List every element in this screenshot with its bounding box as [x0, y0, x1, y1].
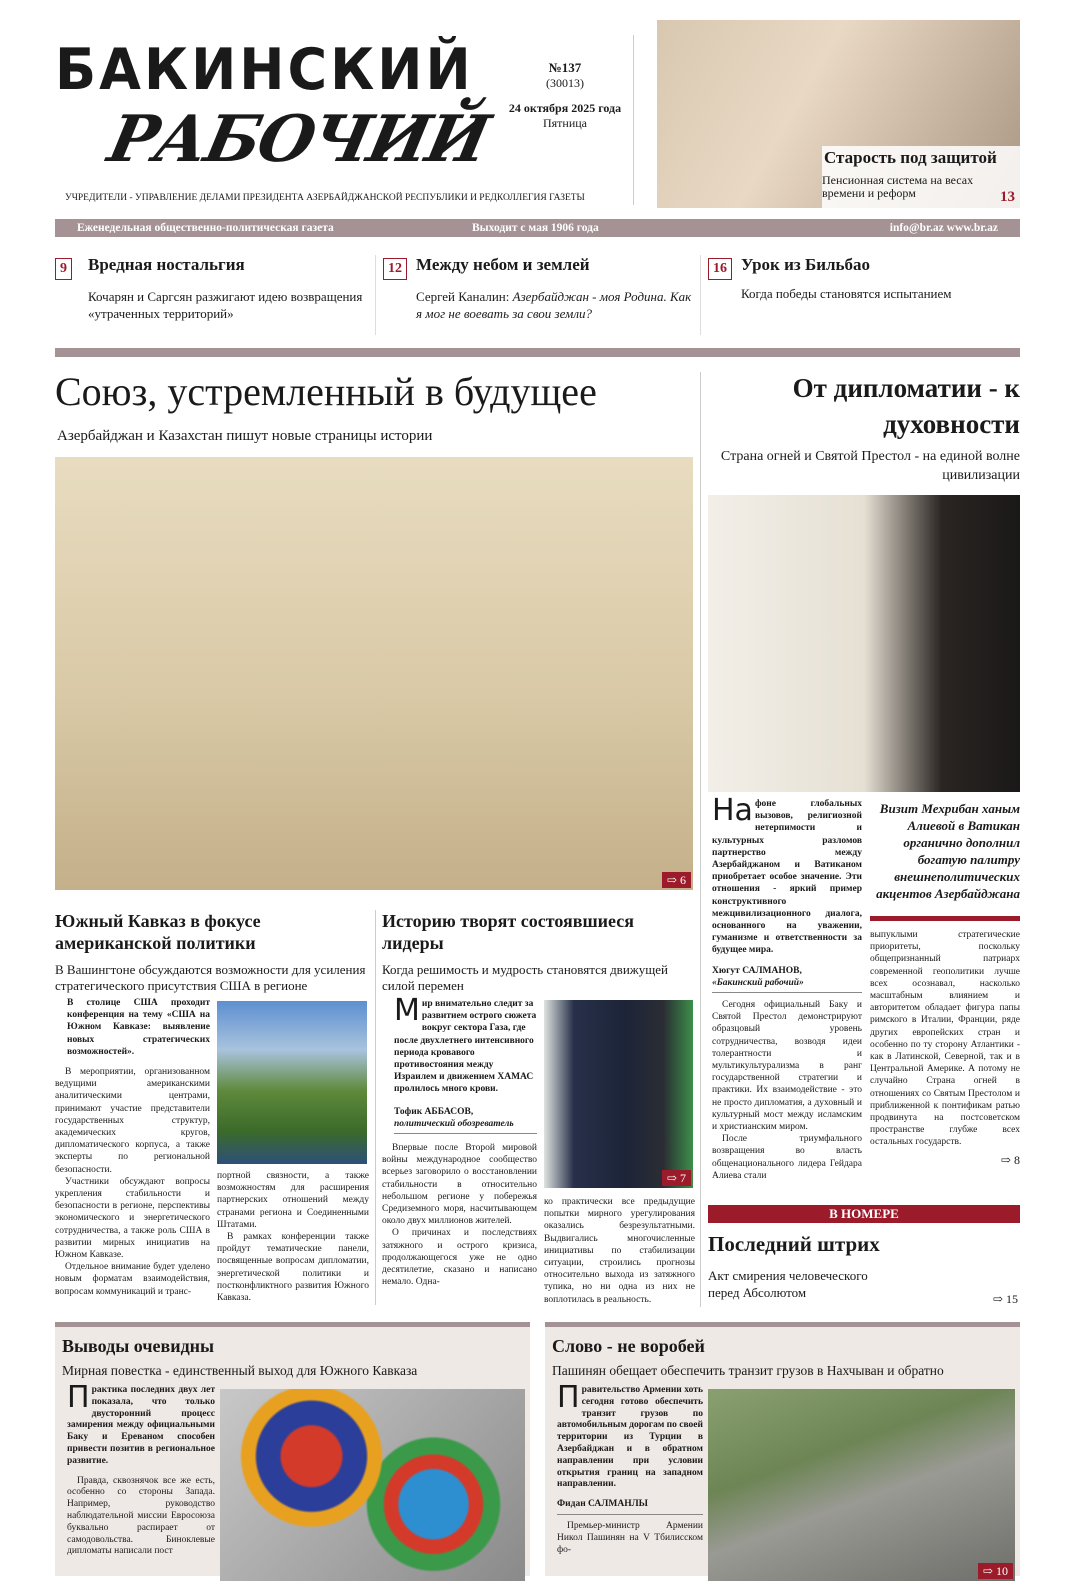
- promo-text: Пенсионная система на весах времени и реформ: [822, 173, 974, 200]
- issue-number: №137: [548, 60, 582, 75]
- article-paragraph: Впервые после Второй мировой войны международное сообщество всерьез заговорило о восстановлении стабильности в относительно небольшом регионе у побережья Средиземного моря, насчитывающем около двух миллионов жителей.: [382, 1143, 537, 1227]
- founders-line: УЧРЕДИТЕЛИ - УПРАВЛЕНИЕ ДЕЛАМИ ПРЕЗИДЕНТА АЗЕРБАЙДЖАНСКОЙ РЕСПУБЛИКИ И РЕДКОЛЛЕГИЯ ГАЗЕТЫ: [65, 193, 585, 203]
- article-paragraph: В рамках конференции также пройдут тематические панели, посвященные вопросам дипломатии, энергетической политики и постконфликтного развития Южного Кавказа.: [217, 1232, 369, 1304]
- article-lead: В Вашингтоне обсуждаются возможности для усиления стратегического присутствия США в регионе: [55, 962, 366, 993]
- teaser-author: Сергей Каналин:: [416, 289, 513, 304]
- teaser-quote: Азербайджан - моя Родина. Как я мог не воевать за свои земли?: [416, 289, 692, 321]
- washington-photo[interactable]: [217, 1001, 367, 1164]
- right-headline[interactable]: От дипломатии - к духовности: [792, 373, 1020, 439]
- issue-total: (30013): [546, 76, 584, 90]
- map-illustration: [220, 1389, 525, 1581]
- drop-cap: П: [67, 1380, 90, 1415]
- trucks-photo[interactable]: [708, 1389, 1015, 1581]
- article-paragraph: Участники обсуждают вопросы укрепления стабильности и безопасности в регионе, перспективы экономического и энергетического сотрудничества, а также роль США в развитии мирных инициатив на Южном Кавказе.: [55, 1176, 210, 1261]
- article-paragraph: Отдельное внимание будет уделено новым форматам взаимодействия, вопросам коммуникаций и транс-: [55, 1262, 210, 1297]
- article-lead: фоне глобальных вызовов, религиозной нетерпимости и культурных разломов партнерство между Азербайджаном и Ватиканом приобретает особое значение. Эти отношения - яркий пример конструктивного межцивилизационного диалога, основанного на уважении, гуманизме и ответственности за будущее мира.: [712, 799, 862, 956]
- author-name: Хюгут САЛМАНОВ,: [712, 965, 802, 976]
- teaser-page: 9: [55, 258, 72, 280]
- leaders-photo[interactable]: [544, 1000, 693, 1188]
- teaser-2[interactable]: [383, 255, 693, 337]
- author-role: политический обозреватель: [394, 1118, 514, 1129]
- divider: [375, 255, 376, 335]
- page-ref[interactable]: ⇨ 15: [992, 1292, 1018, 1306]
- box-title[interactable]: Слово - не воробей: [552, 1336, 705, 1356]
- article-col: [544, 1196, 695, 1306]
- article-paragraph: выпуклыми стратегические приоритеты, поскольку общепризнанный патриарх современной геополитики лучше всех осознавал, насколько масштабным влиянием и авторитетом обладает фигура папы римского в Италии, Франции, ряде других европейских стран и особенно по ту сторону Атлантики - как в Латинской, Северной, так и в Центральной Америке. А потому не случайно Страна огней в отношениях со Святым Престолом и приближенной к понтификам ратью продвинута на постсоветском пространстве глубже всех остальных государств.: [870, 930, 1020, 1148]
- band-left: Еженедельная общественно-политическая газета: [77, 222, 334, 234]
- teaser-page: 12: [383, 258, 407, 280]
- article-col: [217, 1170, 369, 1304]
- teaser-1[interactable]: [55, 255, 370, 337]
- promo-title: Старость под защитой: [824, 148, 997, 167]
- article-intro: В столице США проходит конференция на тему «США на Южном Кавказе: выявление новых стратегических возможностей».: [67, 998, 210, 1057]
- box-lead: равительство Армении хоть сегодня готово обеспечить транзит грузов по автомобильным дорогам по своей территории из Турции в Азербайджан и в обратном направлении при условии открытия границ на западном направлении.: [557, 1385, 703, 1490]
- band-center: Выходит с мая 1906 года: [472, 222, 599, 234]
- logo-line2: РАБОЧИЙ: [102, 102, 495, 177]
- divider: [375, 910, 376, 1305]
- teaser-3[interactable]: [708, 255, 1020, 337]
- drop-cap: На: [712, 793, 753, 828]
- section-rule: [55, 348, 1020, 357]
- band-right[interactable]: info@br.az www.br.az: [889, 222, 998, 234]
- in-issue[interactable]: [708, 1232, 1020, 1306]
- box-lead: рактика последних двух лет показала, что только двусторонний процесс замирения между официальными Баку и Ереваном способен привести позитив в региональное развитие.: [67, 1385, 215, 1466]
- article-lead: Когда решимость и мудрость становятся движущей силой перемен: [382, 962, 668, 993]
- box-author: Фидан САЛМАНЛЫ: [557, 1499, 703, 1515]
- article-paragraph: После триумфального возвращения во власть общенационального лидера Гейдара Алиева стали: [712, 1134, 862, 1181]
- page-ref[interactable]: ⇨ 8: [1000, 1152, 1020, 1167]
- right-article-col1: [712, 793, 862, 1182]
- author-org: «Бакинский рабочий»: [712, 977, 804, 988]
- box-subtitle: Пашинян обещает обеспечить транзит грузов в Нахчыван и обратно: [552, 1363, 944, 1378]
- main-headline[interactable]: Союз, устремленный в будущее: [55, 369, 597, 414]
- box-paragraph: Правда, сквознячок все же есть, особенно со стороны Запада. Например, руководство наблюдательной миссии Евросоюза буквально распирает от самодовольства. Биноклевые дипломаты написали пост: [67, 1475, 215, 1557]
- in-issue-text: Акт смирения человеческого перед Абсолютом: [708, 1268, 868, 1300]
- right-subtitle: Страна огней и Святой Престол - на единой волне цивилизации: [720, 449, 1020, 483]
- box-col: [557, 1380, 703, 1556]
- in-issue-label: В НОМЕРЕ: [708, 1205, 1020, 1223]
- article-paragraph: В мероприятии, организованном ведущими американскими аналитическими центрами, принимают участие представители государственных структур, академических кругов, дипломатического корпуса, а также эксперты по региональной безопасности.: [55, 1067, 210, 1175]
- teaser-text: Кочарян и Саргсян разжигают идею возвращения «утраченных территорий»: [88, 289, 363, 321]
- in-issue-title: Последний штрих: [708, 1232, 880, 1256]
- main-photo[interactable]: [55, 457, 693, 890]
- article-south-caucasus: [55, 910, 370, 994]
- divider: [700, 255, 701, 335]
- issue-info: [500, 60, 630, 131]
- right-article-col2: [870, 800, 1020, 1168]
- promo-page: 13: [1000, 189, 1015, 205]
- divider: [633, 35, 634, 205]
- box-transit: [545, 1322, 1020, 1576]
- teaser-title: Вредная ностальгия: [88, 255, 245, 274]
- drop-cap: М: [394, 993, 420, 1028]
- box-subtitle: Мирная повестка - единственный выход для Южного Кавказа: [62, 1363, 418, 1378]
- article-title[interactable]: Южный Кавказ в фокусе американской политики: [55, 911, 261, 953]
- article-col: [382, 993, 537, 1288]
- page-ref-badge[interactable]: ⇨ 10: [978, 1563, 1013, 1579]
- article-col: [55, 997, 210, 1298]
- issue-date: 24 октября 2025 года: [508, 101, 622, 115]
- teaser-title: Урок из Бильбао: [741, 255, 871, 274]
- teaser-text: [416, 288, 693, 322]
- pull-quote: Визит Мехрибан ханым Алиевой в Ватикан органично дополнил богатую палитру внешнеполитических акцентов Азербайджана: [876, 801, 1020, 901]
- teaser-text: Когда победы становятся испытанием: [741, 286, 952, 301]
- article-paragraph: Сегодня официальный Баку и Святой Престол демонстрируют образцовый уровень сотрудничества, возводя идеи толерантности и мультикультурализма в ранг государственной стратегии и практики. Их взаимодействие - это не просто дипломатия, а духовный и культурный мост между исламским и христианским миром.: [712, 1000, 862, 1133]
- drop-cap: П: [557, 1380, 580, 1415]
- top-promo[interactable]: [822, 146, 1020, 208]
- page-ref-badge[interactable]: ⇨ 6: [662, 872, 691, 888]
- main-subtitle: Азербайджан и Казахстан пишут новые страницы истории: [57, 428, 433, 444]
- box-conclusions: [55, 1322, 530, 1576]
- info-band: [55, 219, 1020, 237]
- divider: [700, 372, 701, 1307]
- page-ref-badge[interactable]: ⇨ 7: [662, 1170, 691, 1186]
- red-rule: [870, 916, 1020, 921]
- teaser-title: Между небом и землей: [416, 255, 590, 274]
- article-intro: ир внимательно следит за развитием острого сюжета вокруг сектора Газа, где после двухлетнего интенсивного периода кровавого противостояния между Израилем и движением ХАМАС пролилось много крови.: [394, 999, 537, 1095]
- article-paragraph: ко практически все предыдущие попытки мирного урегулирования оказались безрезультатными. Выдвигались многочисленные инициативы по стабилизации ситуации, строились прогнозы относительно выхода из затяжного тупика, но ни одна из них не воплотилась в реальность.: [544, 1197, 695, 1305]
- issue-weekday: Пятница: [542, 116, 588, 130]
- article-title[interactable]: Историю творят состоявшиеся лидеры: [382, 911, 634, 953]
- box-col: [67, 1380, 215, 1558]
- logo-line1: БАКИНСКИЙ: [55, 36, 474, 103]
- vatican-photo[interactable]: [708, 495, 1020, 792]
- article-leaders: [382, 910, 697, 994]
- author-name: Тофик АББАСОВ,: [394, 1106, 474, 1117]
- article-paragraph: портной связности, а также возможностям для расширения партнерских отношений между странами региона и Соединенными Штатами.: [217, 1171, 369, 1230]
- article-paragraph: О причинах и последствиях затяжного и острого кризиса, продолжающегося уже не одно десятилетие, сказано и написано немало. Одна-: [382, 1228, 537, 1288]
- article-author: [712, 965, 862, 993]
- article-author: [394, 1106, 537, 1134]
- box-paragraph: Премьер-министр Армении Никол Пашинян на V Тбилисском фо-: [557, 1520, 703, 1555]
- teaser-page: 16: [708, 258, 732, 280]
- box-title[interactable]: Выводы очевидны: [62, 1336, 215, 1356]
